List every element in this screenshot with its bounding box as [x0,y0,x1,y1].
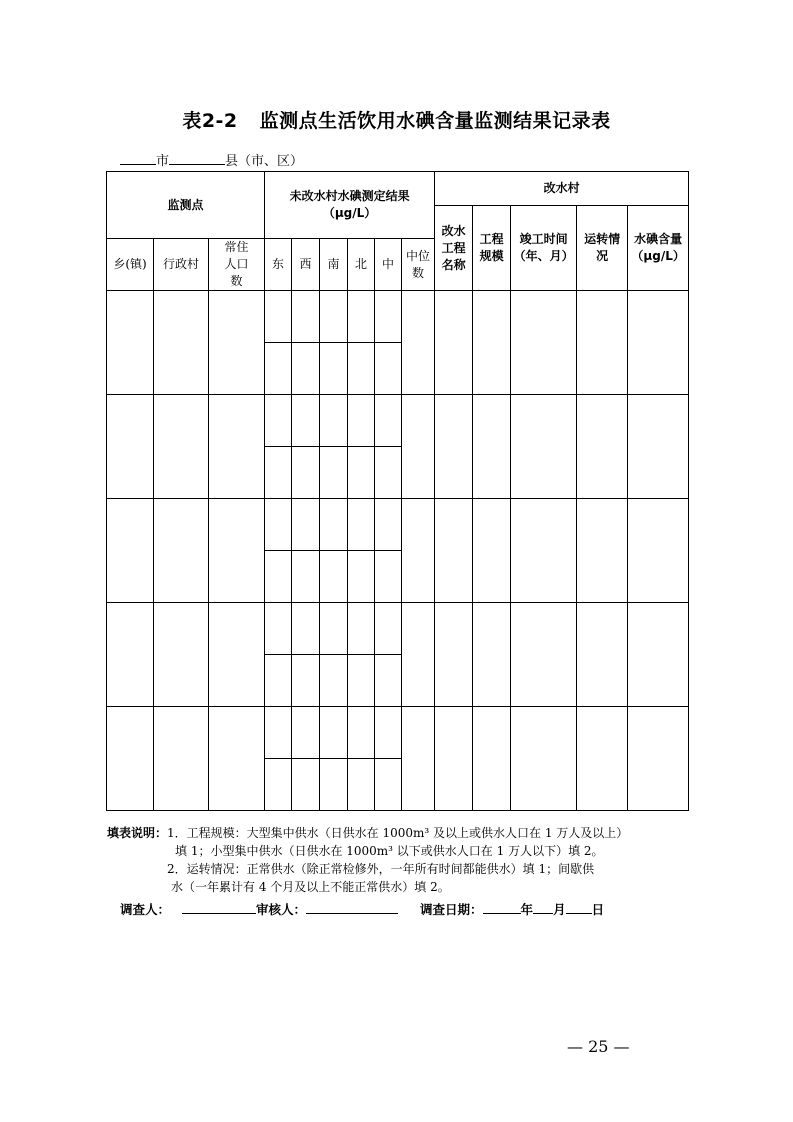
table-number: 表2-2 [182,110,238,132]
header-unreformed-title: 未改水村水碘测定结果 [289,189,410,203]
day-input[interactable] [566,901,592,914]
cell-east[interactable] [265,291,292,343]
cell-south[interactable] [320,447,348,499]
cell-west[interactable] [292,447,320,499]
cell-population[interactable] [209,395,265,499]
cell-north[interactable] [348,707,375,759]
cell-iodine-content[interactable] [628,291,689,395]
table-title-text: 监测点生活饮用水碘含量监测结果记录表 [259,110,611,132]
cell-project-name[interactable] [435,291,473,395]
cell-north[interactable] [348,291,375,343]
cell-scale[interactable] [473,707,511,811]
cell-iodine-content[interactable] [628,499,689,603]
cell-project-name[interactable] [435,707,473,811]
cell-center[interactable] [375,395,402,447]
header-unreformed-unit: （μg/L） [322,206,377,220]
cell-center[interactable] [375,603,402,655]
page-number: — 25 — [567,1037,630,1056]
cell-south[interactable] [320,655,348,707]
cell-center[interactable] [375,655,402,707]
col-north: 北 [348,239,375,291]
cell-center[interactable] [375,551,402,603]
cell-completion-time[interactable] [511,603,577,707]
cell-north[interactable] [348,603,375,655]
cell-project-name[interactable] [435,395,473,499]
cell-operation[interactable] [577,603,628,707]
cell-completion-time[interactable] [511,291,577,395]
cell-east[interactable] [265,603,292,655]
cell-west[interactable] [292,759,320,811]
cell-west[interactable] [292,499,320,551]
cell-east[interactable] [265,499,292,551]
cell-median[interactable] [402,499,435,603]
header-reformed: 改水村 [435,172,689,206]
investigator-label: 调查人： [120,902,171,917]
cell-median[interactable] [402,395,435,499]
cell-township[interactable] [107,499,154,603]
cell-north[interactable] [348,447,375,499]
col-center: 中 [375,239,402,291]
cell-east[interactable] [265,447,292,499]
notes-line-4: 水（一年累计有 4 个月及以上不能正常供水）填 2。 [171,880,450,894]
table-row [107,291,689,343]
page-title [0,106,793,133]
cell-west[interactable] [292,343,320,395]
col-township: 乡(镇) [107,239,154,291]
cell-project-name[interactable] [435,499,473,603]
cell-project-name[interactable] [435,603,473,707]
cell-iodine-content[interactable] [628,707,689,811]
city-input[interactable] [120,152,156,165]
cell-population[interactable] [209,499,265,603]
table-row [107,499,689,551]
reviewer-input[interactable] [306,901,398,914]
region-line [120,150,303,169]
col-completion-time: 竣工时间（年、月） [511,206,577,291]
table-row [107,707,689,759]
cell-north[interactable] [348,395,375,447]
signature-line [120,900,604,918]
notes-label: 填表说明： [107,826,168,840]
col-east: 东 [265,239,292,291]
year-input[interactable] [483,901,521,914]
cell-south[interactable] [320,551,348,603]
cell-north[interactable] [348,655,375,707]
month-label: 月 [553,902,566,917]
cell-east[interactable] [265,343,292,395]
cell-village[interactable] [154,707,209,811]
cell-south[interactable] [320,291,348,343]
cell-south[interactable] [320,707,348,759]
cell-west[interactable] [292,395,320,447]
cell-operation[interactable] [577,707,628,811]
cell-township[interactable] [107,707,154,811]
fill-instructions [107,824,707,896]
cell-north[interactable] [348,759,375,811]
cell-south[interactable] [320,499,348,551]
year-label: 年 [520,902,534,917]
cell-center[interactable] [375,499,402,551]
header-unreformed [265,172,435,239]
cell-east[interactable] [265,655,292,707]
cell-south[interactable] [320,343,348,395]
cell-iodine-content[interactable] [628,603,689,707]
table-row [107,395,689,447]
cell-scale[interactable] [473,291,511,395]
reviewer-label: 审核人： [256,902,307,917]
col-iodine-content: 水碘含量（μg/L） [628,206,689,291]
county-label: 县（市、区） [225,154,304,169]
cell-west[interactable] [292,551,320,603]
cell-scale[interactable] [473,603,511,707]
month-input[interactable] [533,901,553,914]
cell-village[interactable] [154,499,209,603]
cell-north[interactable] [348,499,375,551]
cell-center[interactable] [375,447,402,499]
cell-township[interactable] [107,291,154,395]
col-south: 南 [320,239,348,291]
cell-median[interactable] [402,291,435,395]
cell-completion-time[interactable] [511,499,577,603]
date-label: 调查日期： [420,902,483,917]
col-west: 西 [292,239,320,291]
cell-village[interactable] [154,291,209,395]
cell-operation[interactable] [577,291,628,395]
cell-south[interactable] [320,395,348,447]
cell-east[interactable] [265,395,292,447]
cell-east[interactable] [265,707,292,759]
cell-population[interactable] [209,707,265,811]
cell-west[interactable] [292,707,320,759]
cell-north[interactable] [348,343,375,395]
record-table [106,171,689,811]
cell-village[interactable] [154,603,209,707]
cell-operation[interactable] [577,499,628,603]
cell-west[interactable] [292,603,320,655]
cell-completion-time[interactable] [511,707,577,811]
investigator-input[interactable] [182,901,256,914]
notes-line-2: 填 1；小型集中供水（日供水在 1000m³ 以下或供水人口在 1 万人以下）填 2。 [175,844,604,858]
cell-completion-time[interactable] [511,395,577,499]
day-label: 日 [591,902,605,917]
cell-village[interactable] [154,395,209,499]
cell-township[interactable] [107,395,154,499]
city-label: 市 [156,154,170,169]
cell-west[interactable] [292,655,320,707]
header-monitoring-point: 监测点 [107,172,265,239]
cell-center[interactable] [375,343,402,395]
col-median: 中位数 [402,239,435,291]
cell-east[interactable] [265,551,292,603]
cell-operation[interactable] [577,395,628,499]
col-scale: 工程规模 [473,206,511,291]
cell-south[interactable] [320,603,348,655]
cell-east[interactable] [265,759,292,811]
cell-median[interactable] [402,707,435,811]
table-row [107,603,689,655]
cell-north[interactable] [348,551,375,603]
cell-scale[interactable] [473,499,511,603]
notes-line-3: 2．运转情况：正常供水（除正常检修外，一年所有时间都能供水）填 1；间歇供 [167,862,595,876]
county-input[interactable] [169,152,225,165]
cell-median[interactable] [402,603,435,707]
cell-center[interactable] [375,707,402,759]
cell-center[interactable] [375,759,402,811]
cell-center[interactable] [375,291,402,343]
col-operation: 运转情况 [577,206,628,291]
cell-scale[interactable] [473,395,511,499]
cell-iodine-content[interactable] [628,395,689,499]
cell-population[interactable] [209,603,265,707]
cell-township[interactable] [107,603,154,707]
cell-population[interactable] [209,291,265,395]
notes-line-1: 1．工程规模：大型集中供水（日供水在 1000m³ 及以上或供水人口在 1 万人及以上） [167,826,629,840]
col-village: 行政村 [154,239,209,291]
cell-south[interactable] [320,759,348,811]
col-population: 常住人口数 [209,239,265,291]
cell-west[interactable] [292,291,320,343]
col-project-name: 改水工程名称 [435,206,473,291]
